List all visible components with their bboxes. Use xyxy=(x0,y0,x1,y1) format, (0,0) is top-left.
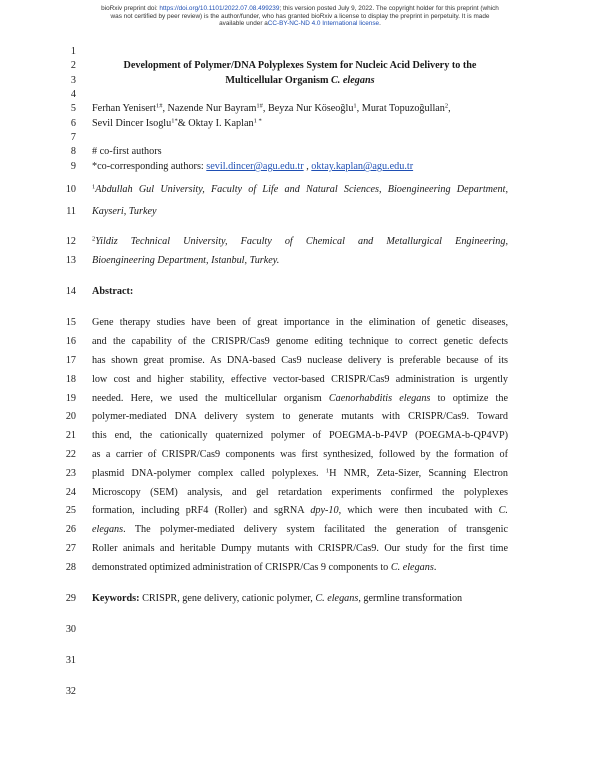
line-number: 24 xyxy=(65,487,76,498)
line-number: 13 xyxy=(65,255,76,266)
line-number: 31 xyxy=(65,655,76,666)
abstract-text: plasmid DNA-polymer complex called polyplexes. xyxy=(92,468,326,479)
author-affiliation-mark: 1# xyxy=(256,102,263,110)
abstract-gene: dpy-10 xyxy=(310,505,339,516)
abstract-text: formation, including pRF4 (Roller) and sgRNA xyxy=(92,505,311,516)
line-number: 4 xyxy=(70,89,76,100)
line-number: 15 xyxy=(65,317,76,328)
corresponding-label: *co-corresponding authors: xyxy=(92,161,207,172)
email-separator: , xyxy=(303,161,312,172)
author-name: & Oktay I. Kaplan xyxy=(177,118,254,129)
co-first-note: # co-first authors xyxy=(92,146,162,157)
abstract-species: C. xyxy=(498,505,508,516)
banner-text: bioRxiv preprint doi: xyxy=(101,5,160,12)
affiliation-text: Bioengineering Department, Istanbul, Turkey. xyxy=(92,255,280,266)
line-number: 20 xyxy=(65,411,76,422)
page-title-line-2 xyxy=(92,75,508,87)
line-number: 12 xyxy=(65,236,76,247)
line-number: 28 xyxy=(65,562,76,573)
abstract-text: . xyxy=(433,562,437,573)
title-species: C. elegans xyxy=(331,75,375,86)
abstract-line: this end, the cationically quaternized polymer of POEGMA-b-P4VP (POEGMA-b-QP4VP) xyxy=(92,430,508,441)
line-number: 19 xyxy=(65,393,76,404)
page-title-line-1: Development of Polymer/DNA Polyplexes System for Nucleic Acid Delivery to the xyxy=(123,60,477,71)
abstract-text: demonstrated optimized administration of CRISPR/Cas 9 components to xyxy=(92,562,391,573)
title-text: Multicellular Organism xyxy=(225,75,332,86)
corresponding-note xyxy=(92,161,413,173)
affiliation-mark: 1 xyxy=(92,183,96,191)
line-number: 14 xyxy=(65,286,76,297)
affiliation-text: Abdullah Gul University, Faculty of Life and Natural Sciences, Bioengineering Department, xyxy=(95,184,508,195)
author-list-line-1 xyxy=(92,103,451,115)
affiliation-1 xyxy=(92,184,508,196)
affiliation-2-cont xyxy=(92,255,279,267)
keywords-label: Keywords: xyxy=(92,593,140,604)
abstract-line: and the capability of the CRISPR/Cas9 genome editing technique to correct genetic defects xyxy=(92,336,508,347)
author-name: Sevil Dincer Isoglu xyxy=(92,118,172,129)
banner-text: was not certified by peer review) is the author/funder, who has granted bioRxiv a license to display the preprint in perpetuity. It is made xyxy=(110,12,490,20)
author-affiliation-mark: 1# xyxy=(155,102,163,110)
author-affiliation-mark: 1 xyxy=(353,102,357,110)
email-link-1[interactable]: sevil.dincer@agu.edu.tr xyxy=(206,161,304,172)
line-number: 27 xyxy=(65,543,76,554)
line-number: 9 xyxy=(70,161,76,172)
author-name: , Murat Topuzoğullan xyxy=(356,103,445,114)
line-number: 21 xyxy=(65,430,76,441)
line-number: 5 xyxy=(70,103,76,114)
abstract-species: Caenorhabditis elegans xyxy=(328,393,431,404)
abstract-superscript: 1 xyxy=(325,467,330,475)
line-number: 25 xyxy=(65,505,76,516)
preprint-banner xyxy=(40,5,560,28)
author-affiliation-mark: 1 * xyxy=(253,117,262,125)
abstract-line xyxy=(92,393,508,405)
abstract-line: as a carrier of CRISPR/Cas9 components was first synthesized, followed by the formation of xyxy=(92,449,508,460)
affiliation-text: Yildiz Technical University, Faculty of Chemical and Metallurgical Engineering, xyxy=(95,236,508,247)
line-number: 30 xyxy=(65,624,76,635)
author-affiliation-mark: 1* xyxy=(171,117,178,125)
abstract-text: , which were then incubated with xyxy=(338,505,499,516)
abstract-line: low cost and higher stability, effective vector-based CRISPR/Cas9 administration is urgently xyxy=(92,374,508,385)
line-number: 22 xyxy=(65,449,76,460)
line-number: 7 xyxy=(70,132,76,143)
line-number: 2 xyxy=(70,60,76,71)
abstract-text: . The polymer-mediated delivery system facilitated the generation of transgenic xyxy=(123,524,508,535)
banner-text: ; this version posted July 9, 2022. The copyright holder for this preprint (which xyxy=(279,5,499,12)
abstract-text: needed. Here, we used the multicellular organism xyxy=(92,393,329,404)
keywords-line xyxy=(92,593,462,605)
keywords-species: C. elegans xyxy=(315,593,359,604)
author-name: , Nazende Nur Bayram xyxy=(162,103,257,114)
line-number: 23 xyxy=(65,468,76,479)
banner-text: . xyxy=(379,20,381,28)
line-number: 8 xyxy=(70,146,76,157)
email-link-2[interactable]: oktay.kaplan@agu.edu.tr xyxy=(311,161,414,172)
affiliation-text: Kayseri, Turkey xyxy=(92,206,157,217)
abstract-text: H NMR, Zeta-Sizer, Scanning Electron xyxy=(329,468,508,479)
abstract-line xyxy=(92,505,508,517)
author-name: Ferhan Yenisert xyxy=(92,103,156,114)
line-number: 16 xyxy=(65,336,76,347)
abstract-species: elegans xyxy=(92,524,124,535)
abstract-line: polymer-mediated DNA delivery system to generate mutants with CRISPR/Cas9. Toward xyxy=(92,411,508,422)
keywords-text: , germline transformation xyxy=(358,593,463,604)
line-number: 18 xyxy=(65,374,76,385)
author-affiliation-mark: 2 xyxy=(444,102,449,110)
author-separator: , xyxy=(448,103,451,114)
abstract-text: to optimize the xyxy=(430,393,508,404)
line-number: 26 xyxy=(65,524,76,535)
abstract-line: Roller animals and heritable Dumpy mutants with CRISPR/Cas9. Our study for the first time xyxy=(92,543,508,554)
abstract-line xyxy=(92,562,436,574)
line-number: 1 xyxy=(70,46,76,57)
abstract-line xyxy=(92,468,508,480)
keywords-text: CRISPR, gene delivery, cationic polymer, xyxy=(139,593,316,604)
author-name: , Beyza Nur Köseoğlu xyxy=(262,103,354,114)
abstract-line xyxy=(92,524,508,536)
line-number: 29 xyxy=(65,593,76,604)
abstract-line: Gene therapy studies have been of great importance in the elimination of genetic diseases, xyxy=(92,317,508,328)
affiliation-mark: 2 xyxy=(92,235,96,243)
line-number: 11 xyxy=(66,206,76,217)
line-number: 3 xyxy=(70,75,76,86)
author-list-line-2 xyxy=(92,118,262,130)
abstract-species: C. elegans xyxy=(390,562,434,573)
abstract-line: Microscopy (SEM) analysis, and gel retardation experiments confirmed the polyplexes xyxy=(92,487,508,498)
abstract-line: has shown great promise. As DNA-based Cas9 nuclease delivery is preferable because of its xyxy=(92,355,508,366)
line-number: 6 xyxy=(70,118,76,129)
affiliation-2 xyxy=(92,236,508,248)
license-link[interactable]: CC-BY-NC-ND 4.0 International license xyxy=(267,20,380,28)
affiliation-1-cont xyxy=(92,206,157,218)
abstract-heading: Abstract: xyxy=(92,286,134,297)
doi-link[interactable]: https://doi.org/10.1101/2022.07.08.499239 xyxy=(159,5,280,12)
line-number: 10 xyxy=(65,184,76,195)
line-number: 32 xyxy=(65,686,76,697)
line-number: 17 xyxy=(65,355,76,366)
banner-text: available under a xyxy=(219,20,268,28)
